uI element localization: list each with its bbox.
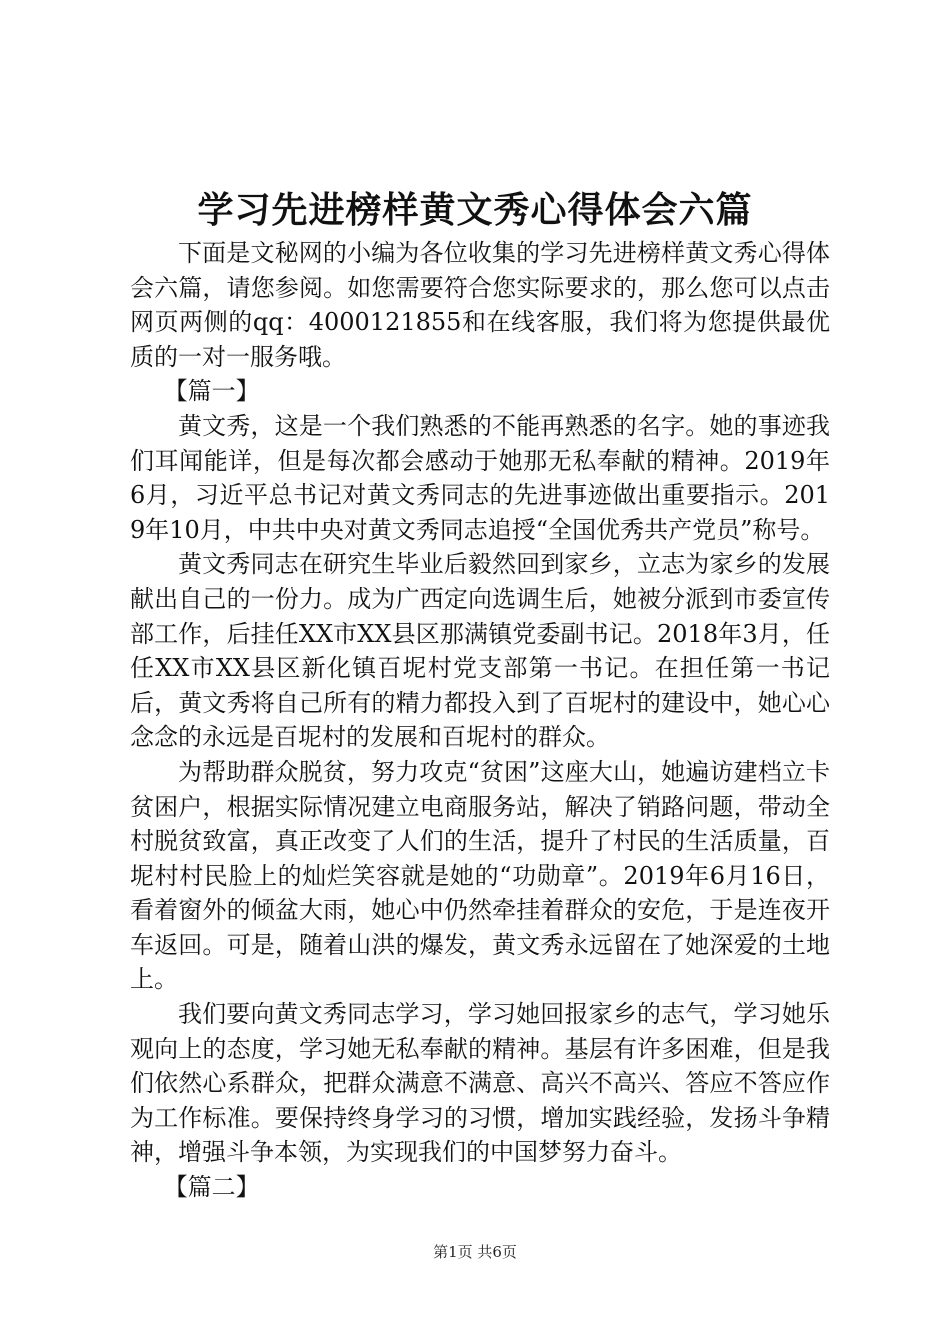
section-heading-1: 【篇一】	[163, 377, 260, 406]
document-title: 学习先进榜样黄文秀心得体会六篇	[197, 189, 753, 231]
body-paragraph: 黄文秀同志在研究生毕业后毅然回到家乡，立志为家乡的发展献出自己的一份力。成为广西定向选调生后，她被分派到市委宣传部工作，后挂任XX市XX县区那满镇党委副书记。2018年3月，任任XX市XX县区新化镇百坭村党支部第一书记。在担任第一书记后，黄文秀将自己所有的精力都投入到了百坭村的建设中，她心心念念的永远是百坭村的发展和百坭村的群众。	[130, 550, 830, 752]
document-body	[130, 236, 830, 1205]
page-number-footer: 第1页 共6页	[433, 1243, 517, 1261]
body-paragraph: 为帮助群众脱贫，努力攻克“贫困”这座大山，她遍访建档立卡贫困户，根据实际情况建立电商服务站，解决了销路问题，带动全村脱贫致富，真正改变了人们的生活，提升了村民的生活质量，百坭村村民脸上的灿烂笑容就是她的“功勋章”。2019年6月16日，看着窗外的倾盆大雨，她心中仍然牵挂着群众的安危，于是连夜开车返回。可是，随着山洪的爆发，黄文秀永远留在了她深爱的土地上。	[130, 757, 830, 994]
body-paragraph: 黄文秀，这是一个我们熟悉的不能再熟悉的名字。她的事迹我们耳闻能详，但是每次都会感动于她那无私奉献的精神。2019年6月，习近平总书记对黄文秀同志的先进事迹做出重要指示。2019年10月，中共中央对黄文秀同志追授“全国优秀共产党员”称号。	[130, 411, 830, 544]
section-heading-2: 【篇二】	[163, 1173, 260, 1202]
body-paragraph: 我们要向黄文秀同志学习，学习她回报家乡的志气，学习她乐观向上的态度，学习她无私奉献的精神。基层有许多困难，但是我们依然心系群众，把群众满意不满意、高兴不高兴、答应不答应作为工作标准。要保持终身学习的习惯，增加实践经验，发扬斗争精神，增强斗争本领，为实现我们的中国梦努力奋斗。	[130, 1000, 830, 1167]
intro-paragraph: 下面是文秘网的小编为各位收集的学习先进榜样黄文秀心得体会六篇，请您参阅。如您需要符合您实际要求的，那么您可以点击网页两侧的qq：4000121855和在线客服，我们将为您提供最优质的一对一服务哦。	[130, 239, 830, 371]
